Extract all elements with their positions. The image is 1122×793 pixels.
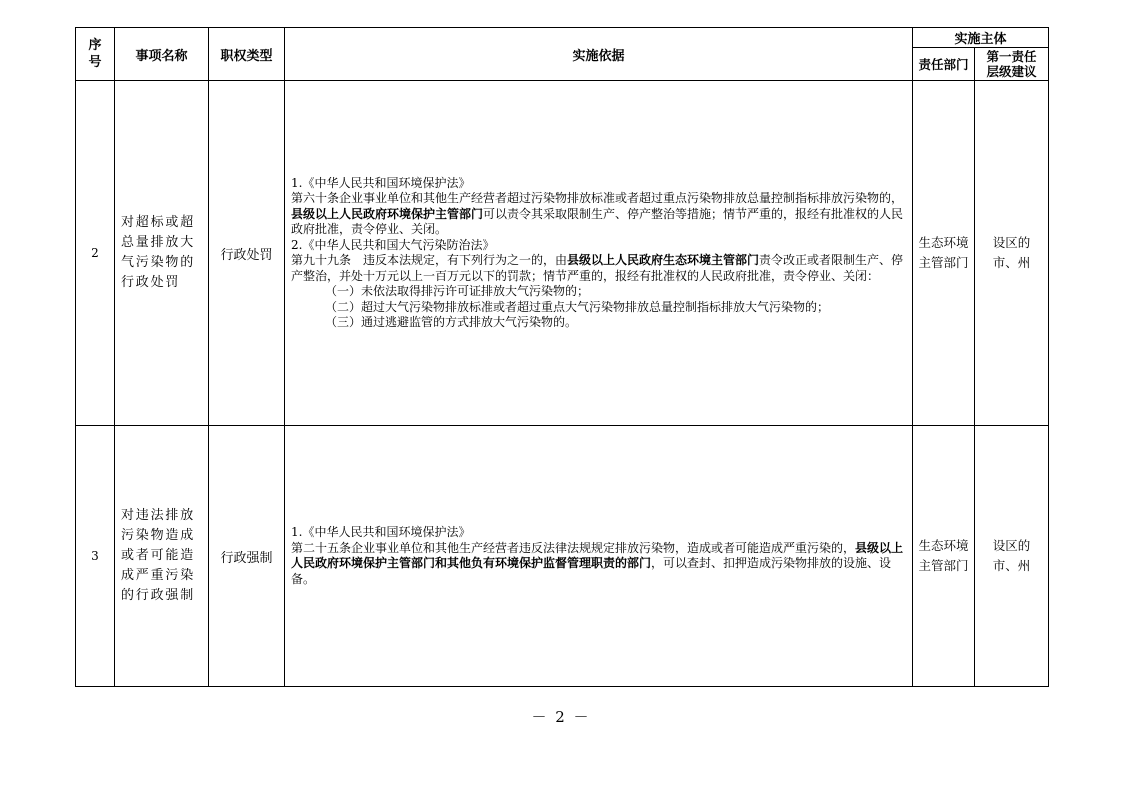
basis-law2-title: 2.《中华人民共和国大气污染防治法》 [291, 237, 495, 252]
basis-law1-title: 1.《中华人民共和国环境保护法》 [291, 175, 471, 190]
header-dept: 责任部门 [913, 48, 975, 81]
row-item-name: 对违法排放污染物造成或者可能造成严重污染的行政强制 [115, 426, 209, 687]
authority-table [75, 27, 1049, 687]
page-number: － 2 － [531, 708, 591, 726]
basis-item: （二）超过大气污染物排放标准或者超过重点大气污染物排放总量控制指标排放大气污染物的； [325, 299, 830, 314]
header-subject: 实施主体 [913, 28, 1049, 48]
basis-law1-text: 第六十条企业事业单位和其他生产经营者超过污染物排放标准或者超过重点污染物排放总量控制指标排放污染物的，县级以上人民政府环境保护主管部门可以责令其采取限制生产、停产整治等措施；情节严重的，报经有批准权的人民政府批准，责令停业、关闭。 [291, 191, 904, 236]
table-row [76, 81, 1049, 426]
header-power-type: 职权类型 [209, 28, 285, 81]
basis-item: （一）未依法取得排污许可证排放大气污染物的； [325, 284, 590, 298]
row-basis [285, 426, 913, 687]
row-power-type: 行政强制 [209, 426, 285, 687]
row-number: 2 [76, 81, 115, 426]
row-dept: 生态环境主管部门 [913, 426, 975, 687]
row-level: 设区的市、州 [975, 426, 1049, 687]
basis-law2-text: 第九十九条 违反本法规定，有下列行为之一的，由县级以上人民政府生态环境主管部门责令改正或者限制生产、停产整治，并处十万元以上一百万元以下的罚款；情节严重的，报经有批准权的人民政府批准，责令停业、关闭： [291, 253, 904, 283]
basis-law1-title: 1.《中华人民共和国环境保护法》 [291, 525, 471, 539]
row-dept: 生态环境主管部门 [913, 81, 975, 426]
header-basis: 实施依据 [285, 28, 913, 81]
table-row [76, 426, 1049, 687]
basis-item: （三）通过逃避监管的方式排放大气污染物的。 [325, 315, 578, 329]
row-number: 3 [76, 426, 115, 687]
row-power-type: 行政处罚 [209, 81, 285, 426]
header-seq: 序号 [76, 28, 115, 81]
basis-law1-text: 第二十五条企业事业单位和其他生产经营者违反法律法规规定排放污染物，造成或者可能造成严重污染的，县级以上人民政府环境保护主管部门和其他负有环境保护监督管理职责的部门，可以查封、扣押造成污染物排放的设施、设备。 [291, 540, 904, 586]
header-level: 第一责任层级建议 [975, 48, 1049, 81]
header-item-name: 事项名称 [115, 28, 209, 81]
row-basis [285, 81, 913, 426]
row-level: 设区的市、州 [975, 81, 1049, 426]
table-header-row [76, 28, 1049, 48]
row-item-name: 对超标或超总量排放大气污染物的行政处罚 [115, 81, 209, 426]
